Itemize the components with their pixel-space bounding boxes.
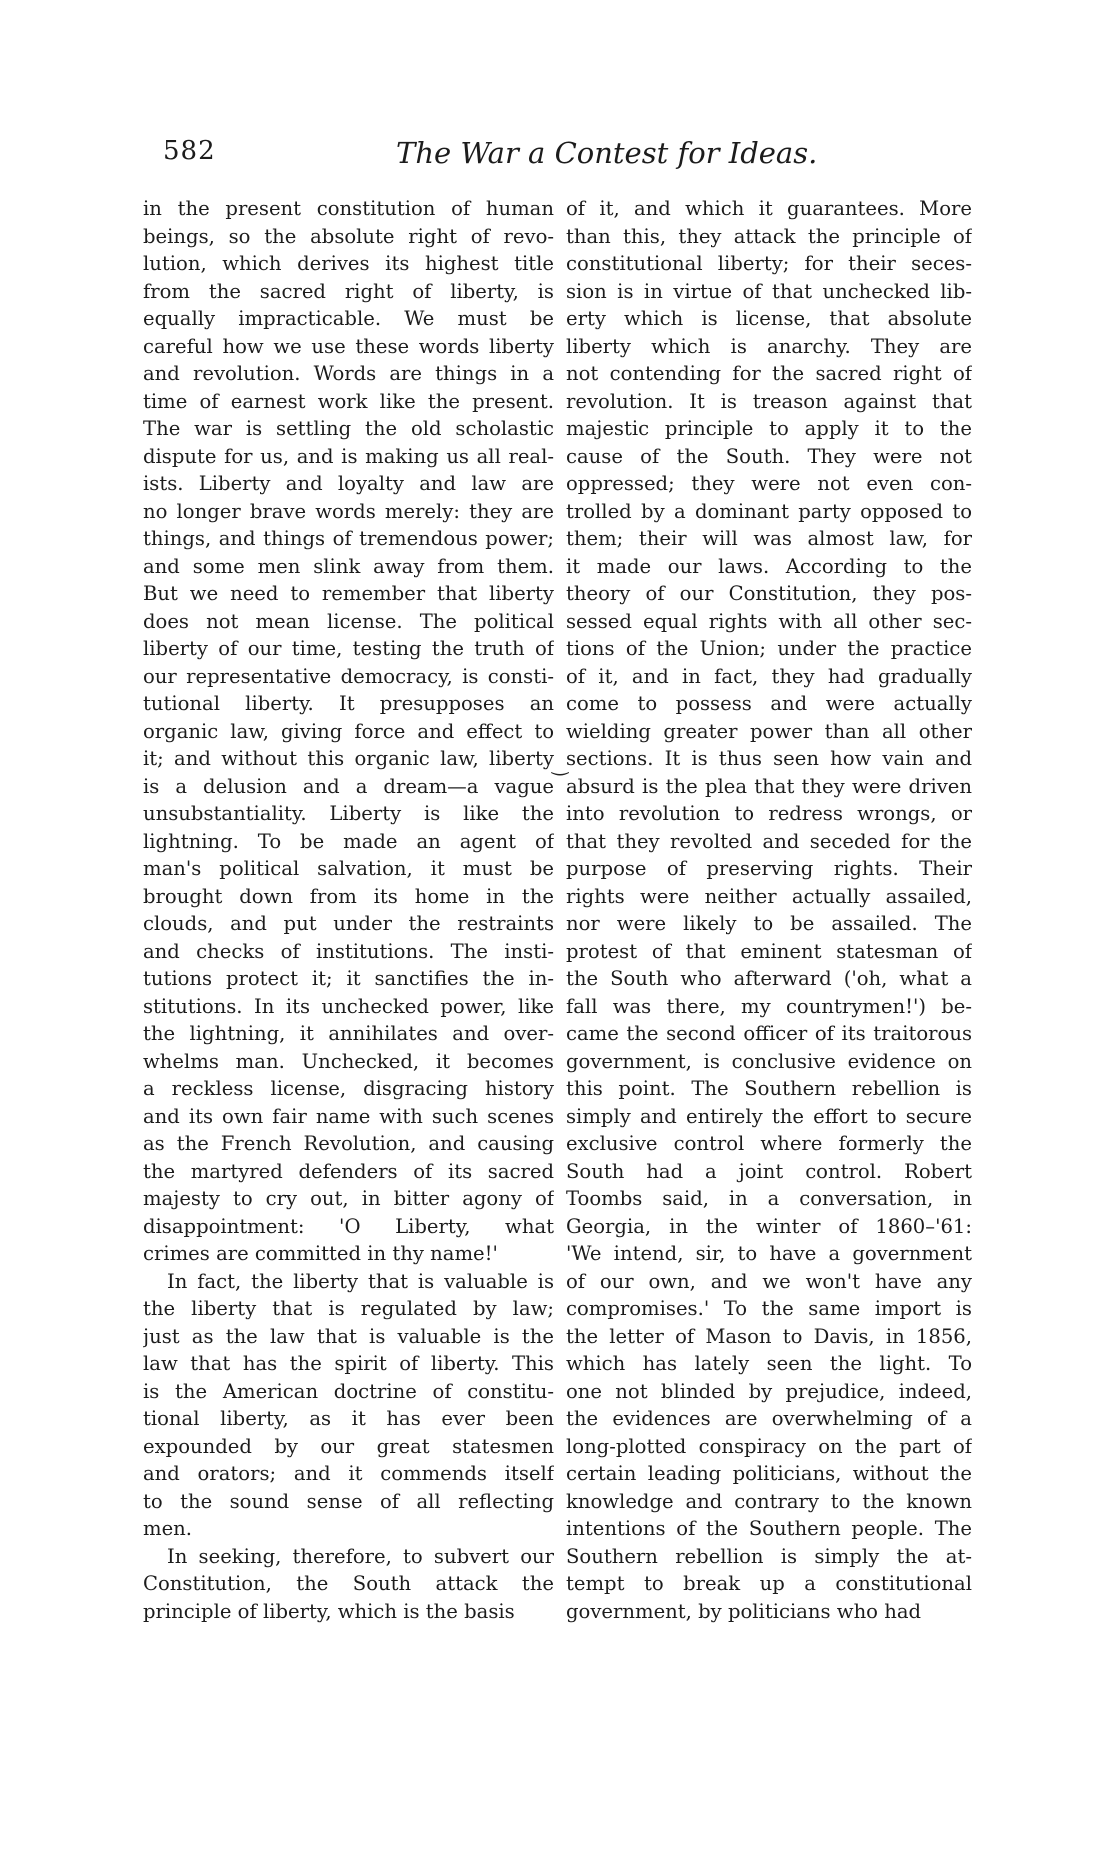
text-line: In fact, the liberty that is valuable is: [167, 1269, 554, 1293]
text-line: In seeking, therefore, to subvert our: [167, 1544, 554, 1568]
text-line: the South who afterward ('oh, what a: [566, 967, 972, 990]
text-line: erty which is license, that absolute: [566, 307, 972, 330]
text-line: protest of that eminent statesman of: [566, 939, 972, 963]
text-line: time of earnest work like the present.: [143, 389, 554, 413]
text-line: long-plotted conspiracy on the part of: [566, 1434, 972, 1458]
text-line: is the American doctrine of constitu-: [143, 1379, 554, 1403]
text-line: not contending for the sacred right of: [566, 362, 972, 385]
text-line: the evidences are overwhelming of a: [566, 1407, 972, 1430]
text-line: which has lately seen the light. To: [566, 1352, 972, 1375]
text-line: Georgia, in the winter of 1860–'61:: [566, 1214, 972, 1238]
text-line: the letter of Mason to Davis, in 1856,: [566, 1324, 972, 1348]
margin-caret-mark: ‿: [552, 752, 569, 776]
text-line: the liberty that is regulated by law;: [143, 1297, 554, 1320]
text-line: men.: [143, 1517, 193, 1540]
text-line: clouds, and put under the restraints: [143, 912, 554, 935]
text-line: of it, and in fact, they had gradually: [566, 664, 972, 688]
text-line: 'We intend, sir, to have a government: [566, 1242, 972, 1265]
text-line: majestic principle to apply it to the: [566, 417, 972, 440]
text-line: oppressed; they were not even con-: [566, 472, 972, 495]
text-line: lightning. To be made an agent of: [143, 829, 554, 853]
left-column: [143, 195, 554, 1625]
text-line: law that has the spirit of liberty. This: [143, 1352, 554, 1375]
text-line: fall was there, my countrymen!') be-: [566, 994, 972, 1018]
text-line: sion is in virtue of that unchecked lib-: [566, 279, 972, 303]
text-line: than this, they attack the principle of: [566, 224, 972, 248]
text-line: equally impracticable. We must be: [143, 307, 554, 330]
text-line: ists. Liberty and loyalty and law are: [143, 472, 554, 495]
text-line: sections. It is thus seen how vain and: [566, 747, 972, 770]
text-line: it made our laws. According to the: [566, 554, 972, 578]
text-line: principle of liberty, which is the basis: [143, 1599, 515, 1623]
text-line: dispute for us, and is making us all real-: [143, 444, 554, 468]
text-line: beings, so the absolute right of revo-: [143, 224, 554, 248]
text-line: government, by politicians who had: [566, 1599, 922, 1623]
text-line: theory of our Constitution, they pos-: [566, 582, 972, 605]
text-line: tional liberty, as it has ever been: [143, 1407, 554, 1430]
text-line: sessed equal rights with all other sec-: [566, 609, 972, 633]
text-line: certain leading politicians, without the: [566, 1462, 972, 1485]
text-line: trolled by a dominant party opposed to: [566, 499, 972, 523]
text-line: as the French Revolution, and causing: [143, 1132, 554, 1155]
text-line: the lightning, it annihilates and over-: [143, 1022, 554, 1045]
text-line: and some men slink away from them.: [143, 554, 554, 578]
text-line: things, and things of tremendous power;: [143, 527, 554, 550]
text-line: from the sacred right of liberty, is: [143, 279, 554, 303]
text-line: man's political salvation, it must be: [143, 857, 554, 880]
text-line: wielding greater power than all other: [566, 719, 972, 743]
page-number: 582: [163, 136, 216, 166]
text-line: our representative democracy, is consti-: [143, 664, 554, 688]
text-line: tutional liberty. It presupposes an: [143, 692, 554, 715]
text-line: came the second officer of its traitorous: [566, 1022, 972, 1045]
text-line: no longer brave words merely: they are: [143, 499, 554, 523]
text-line: absurd is the plea that they were driven: [566, 774, 972, 798]
text-line: unsubstantiality. Liberty is like the: [143, 802, 554, 825]
text-line: The war is settling the old scholastic: [143, 417, 554, 440]
text-line: tempt to break up a constitutional: [566, 1572, 972, 1595]
text-line: constitutional liberty; for their seces-: [566, 252, 972, 275]
text-line: expounded by our great statesmen: [143, 1434, 554, 1458]
text-line: Toombs said, in a conversation, in: [566, 1187, 972, 1210]
text-line: Southern rebellion is simply the at-: [566, 1544, 972, 1568]
text-line: rights were neither actually assailed,: [566, 884, 972, 908]
text-line: government, is conclusive evidence on: [566, 1049, 972, 1073]
text-line: just as the law that is valuable is the: [143, 1324, 554, 1348]
text-line: stitutions. In its unchecked power, like: [143, 994, 554, 1018]
text-line: South had a joint control. Robert: [566, 1159, 972, 1183]
text-line: whelms man. Unchecked, it becomes: [143, 1049, 554, 1073]
text-line: But we need to remember that liberty: [143, 582, 554, 605]
text-line: majesty to cry out, in bitter agony of: [143, 1187, 554, 1210]
text-line: knowledge and contrary to the known: [566, 1489, 972, 1513]
text-line: simply and entirely the effort to secure: [566, 1104, 972, 1128]
text-line: tions of the Union; under the practice: [566, 637, 972, 660]
text-line: cause of the South. They were not: [566, 444, 972, 468]
text-line: tutions protect it; it sanctifies the in-: [143, 967, 554, 990]
text-line: and revolution. Words are things in a: [143, 362, 554, 385]
text-line: it; and without this organic law, liberty: [143, 747, 554, 770]
text-line: and checks of institutions. The insti-: [143, 939, 554, 963]
text-line: disappointment: 'O Liberty, what: [143, 1214, 554, 1238]
text-line: liberty which is anarchy. They are: [566, 334, 972, 358]
text-line: brought down from its home in the: [143, 884, 554, 908]
text-line: in the present constitution of human: [143, 197, 554, 220]
text-line: that they revolted and seceded for the: [566, 829, 972, 853]
text-line: crimes are committed in thy name!': [143, 1242, 498, 1265]
text-line: Constitution, the South attack the: [143, 1572, 554, 1595]
text-line: purpose of preserving rights. Their: [566, 857, 972, 880]
text-line: the martyred defenders of its sacred: [143, 1159, 554, 1183]
text-line: of our own, and we won't have any: [566, 1269, 972, 1293]
text-line: this point. The Southern rebellion is: [566, 1077, 972, 1100]
text-line: careful how we use these words liberty: [143, 334, 554, 358]
text-line: and its own fair name with such scenes: [143, 1104, 554, 1128]
text-line: revolution. It is treason against that: [566, 389, 972, 413]
text-line: does not mean license. The political: [143, 609, 554, 633]
text-line: nor were likely to be assailed. The: [566, 912, 972, 935]
text-line: intentions of the Southern people. The: [566, 1517, 972, 1540]
text-line: and orators; and it commends itself: [143, 1462, 554, 1485]
right-column: [566, 195, 972, 1625]
text-line: compromises.' To the same import is: [566, 1297, 972, 1320]
text-line: lution, which derives its highest title: [143, 252, 554, 275]
running-title: The War a Contest for Ideas.: [396, 136, 818, 170]
text-line: is a delusion and a dream—a vague: [143, 774, 554, 798]
text-line: come to possess and were actually: [566, 692, 972, 715]
text-line: of it, and which it guarantees. More: [566, 197, 972, 220]
text-line: organic law, giving force and effect to: [143, 719, 554, 743]
text-line: a reckless license, disgracing history: [143, 1077, 554, 1100]
text-line: into revolution to redress wrongs, or: [566, 802, 972, 825]
running-head: [0, 136, 1096, 176]
text-line: one not blinded by prejudice, indeed,: [566, 1379, 972, 1403]
text-line: to the sound sense of all reflecting: [143, 1489, 554, 1513]
text-line: them; their will was almost law, for: [566, 527, 972, 550]
text-line: liberty of our time, testing the truth of: [143, 637, 554, 660]
text-line: exclusive control where formerly the: [566, 1132, 972, 1155]
